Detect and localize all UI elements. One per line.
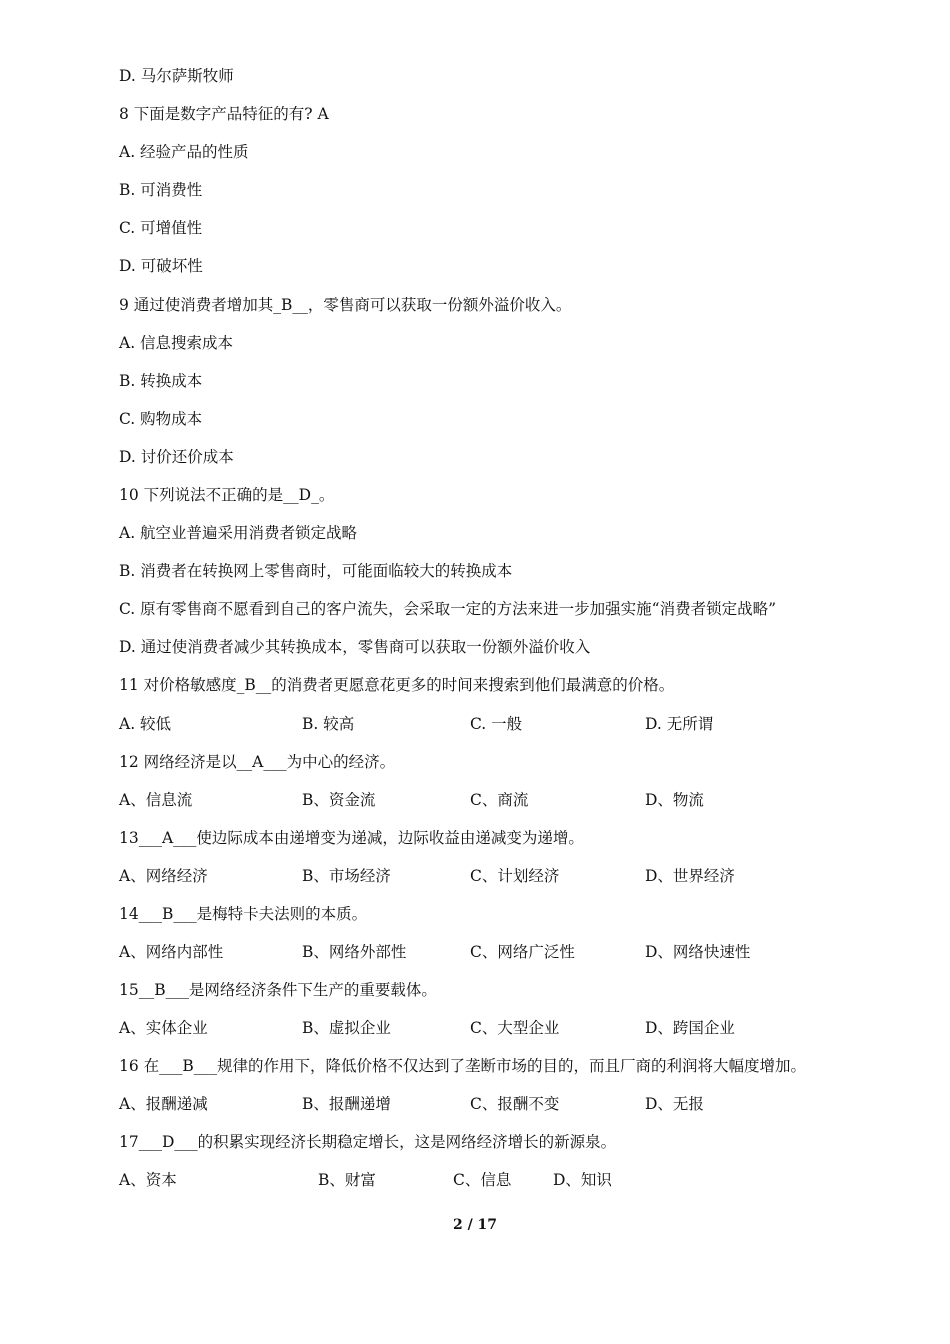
option-row: [0, 788, 950, 812]
question-line: 10 下列说法不正确的是__D_。: [119, 486, 335, 504]
option-line: D. 讨价还价成本: [119, 448, 234, 466]
option-line: B. 转换成本: [119, 372, 203, 390]
option-line: A. 经验产品的性质: [119, 143, 249, 161]
option-c: C、报酬不变: [470, 1095, 560, 1113]
option-b: B、市场经济: [302, 867, 391, 885]
option-line: B. 消费者在转换网上零售商时，可能面临较大的转换成本: [119, 562, 513, 580]
question-line: 17___D___的积累实现经济长期稳定增长，这是网络经济增长的新源泉。: [119, 1133, 617, 1151]
option-row: [0, 1016, 950, 1040]
option-c: C、计划经济: [470, 867, 560, 885]
option-a: A、实体企业: [119, 1019, 208, 1037]
question-line: 13___A___使边际成本由递增变为递减，边际收益由递减变为递增。: [119, 829, 584, 847]
option-a: A、网络经济: [119, 867, 208, 885]
option-d: D. 无所谓: [645, 715, 714, 733]
option-c: C、大型企业: [470, 1019, 560, 1037]
question-line: 15__B___是网络经济条件下生产的重要载体。: [119, 981, 437, 999]
option-row: [0, 712, 950, 736]
option-row: [0, 1092, 950, 1116]
question-line: 11 对价格敏感度_B__的消费者更愿意花更多的时间来搜索到他们最满意的价格。: [119, 676, 675, 694]
option-d: D、网络快速性: [645, 943, 751, 961]
option-line: A. 航空业普遍采用消费者锁定战略: [119, 524, 358, 542]
option-line: D. 通过使消费者减少其转换成本，零售商可以获取一份额外溢价收入: [119, 638, 591, 656]
option-d: D、无报: [645, 1095, 704, 1113]
option-a: A、资本: [119, 1171, 177, 1189]
option-line: D. 马尔萨斯牧师: [119, 67, 234, 85]
page-number: 2 / 17: [452, 1217, 498, 1233]
option-line: B. 可消费性: [119, 181, 203, 199]
option-line: D. 可破坏性: [119, 257, 203, 275]
question-line: 14___B___是梅特卡夫法则的本质。: [119, 905, 368, 923]
question-line: 12 网络经济是以__A___为中心的经济。: [119, 753, 396, 771]
option-d: D、跨国企业: [645, 1019, 735, 1037]
question-line: 16 在___B___规律的作用下，降低价格不仅达到了垄断市场的目的，而且厂商的利润将大幅度增加。: [119, 1057, 807, 1075]
option-line: C. 购物成本: [119, 410, 203, 428]
question-line: 9 通过使消费者增加其_B__，零售商可以获取一份额外溢价收入。: [119, 296, 572, 314]
option-a: A、网络内部性: [119, 943, 224, 961]
option-a: A、信息流: [119, 791, 193, 809]
option-c: C、信息: [453, 1171, 512, 1189]
option-c: C、网络广泛性: [470, 943, 575, 961]
option-b: B、资金流: [302, 791, 376, 809]
option-b: B、报酬递增: [302, 1095, 391, 1113]
question-line: 8 下面是数字产品特征的有? A: [119, 105, 329, 123]
option-c: C. 一般: [470, 715, 523, 733]
option-a: A、报酬递减: [119, 1095, 208, 1113]
option-b: B. 较高: [302, 715, 355, 733]
option-b: B、虚拟企业: [302, 1019, 391, 1037]
option-b: B、财富: [318, 1171, 376, 1189]
option-line: A. 信息搜索成本: [119, 334, 234, 352]
option-line: C. 可增值性: [119, 219, 203, 237]
option-a: A. 较低: [119, 715, 172, 733]
option-line: C. 原有零售商不愿看到自己的客户流失，会采取一定的方法来进一步加强实施“消费者锁定战略”: [119, 600, 777, 618]
option-d: D、物流: [645, 791, 704, 809]
option-row: [0, 864, 950, 888]
option-c: C、商流: [470, 791, 529, 809]
option-d: D、世界经济: [645, 867, 735, 885]
option-d: D、知识: [553, 1171, 612, 1189]
option-row: [0, 1168, 950, 1192]
option-row: [0, 940, 950, 964]
option-b: B、网络外部性: [302, 943, 407, 961]
